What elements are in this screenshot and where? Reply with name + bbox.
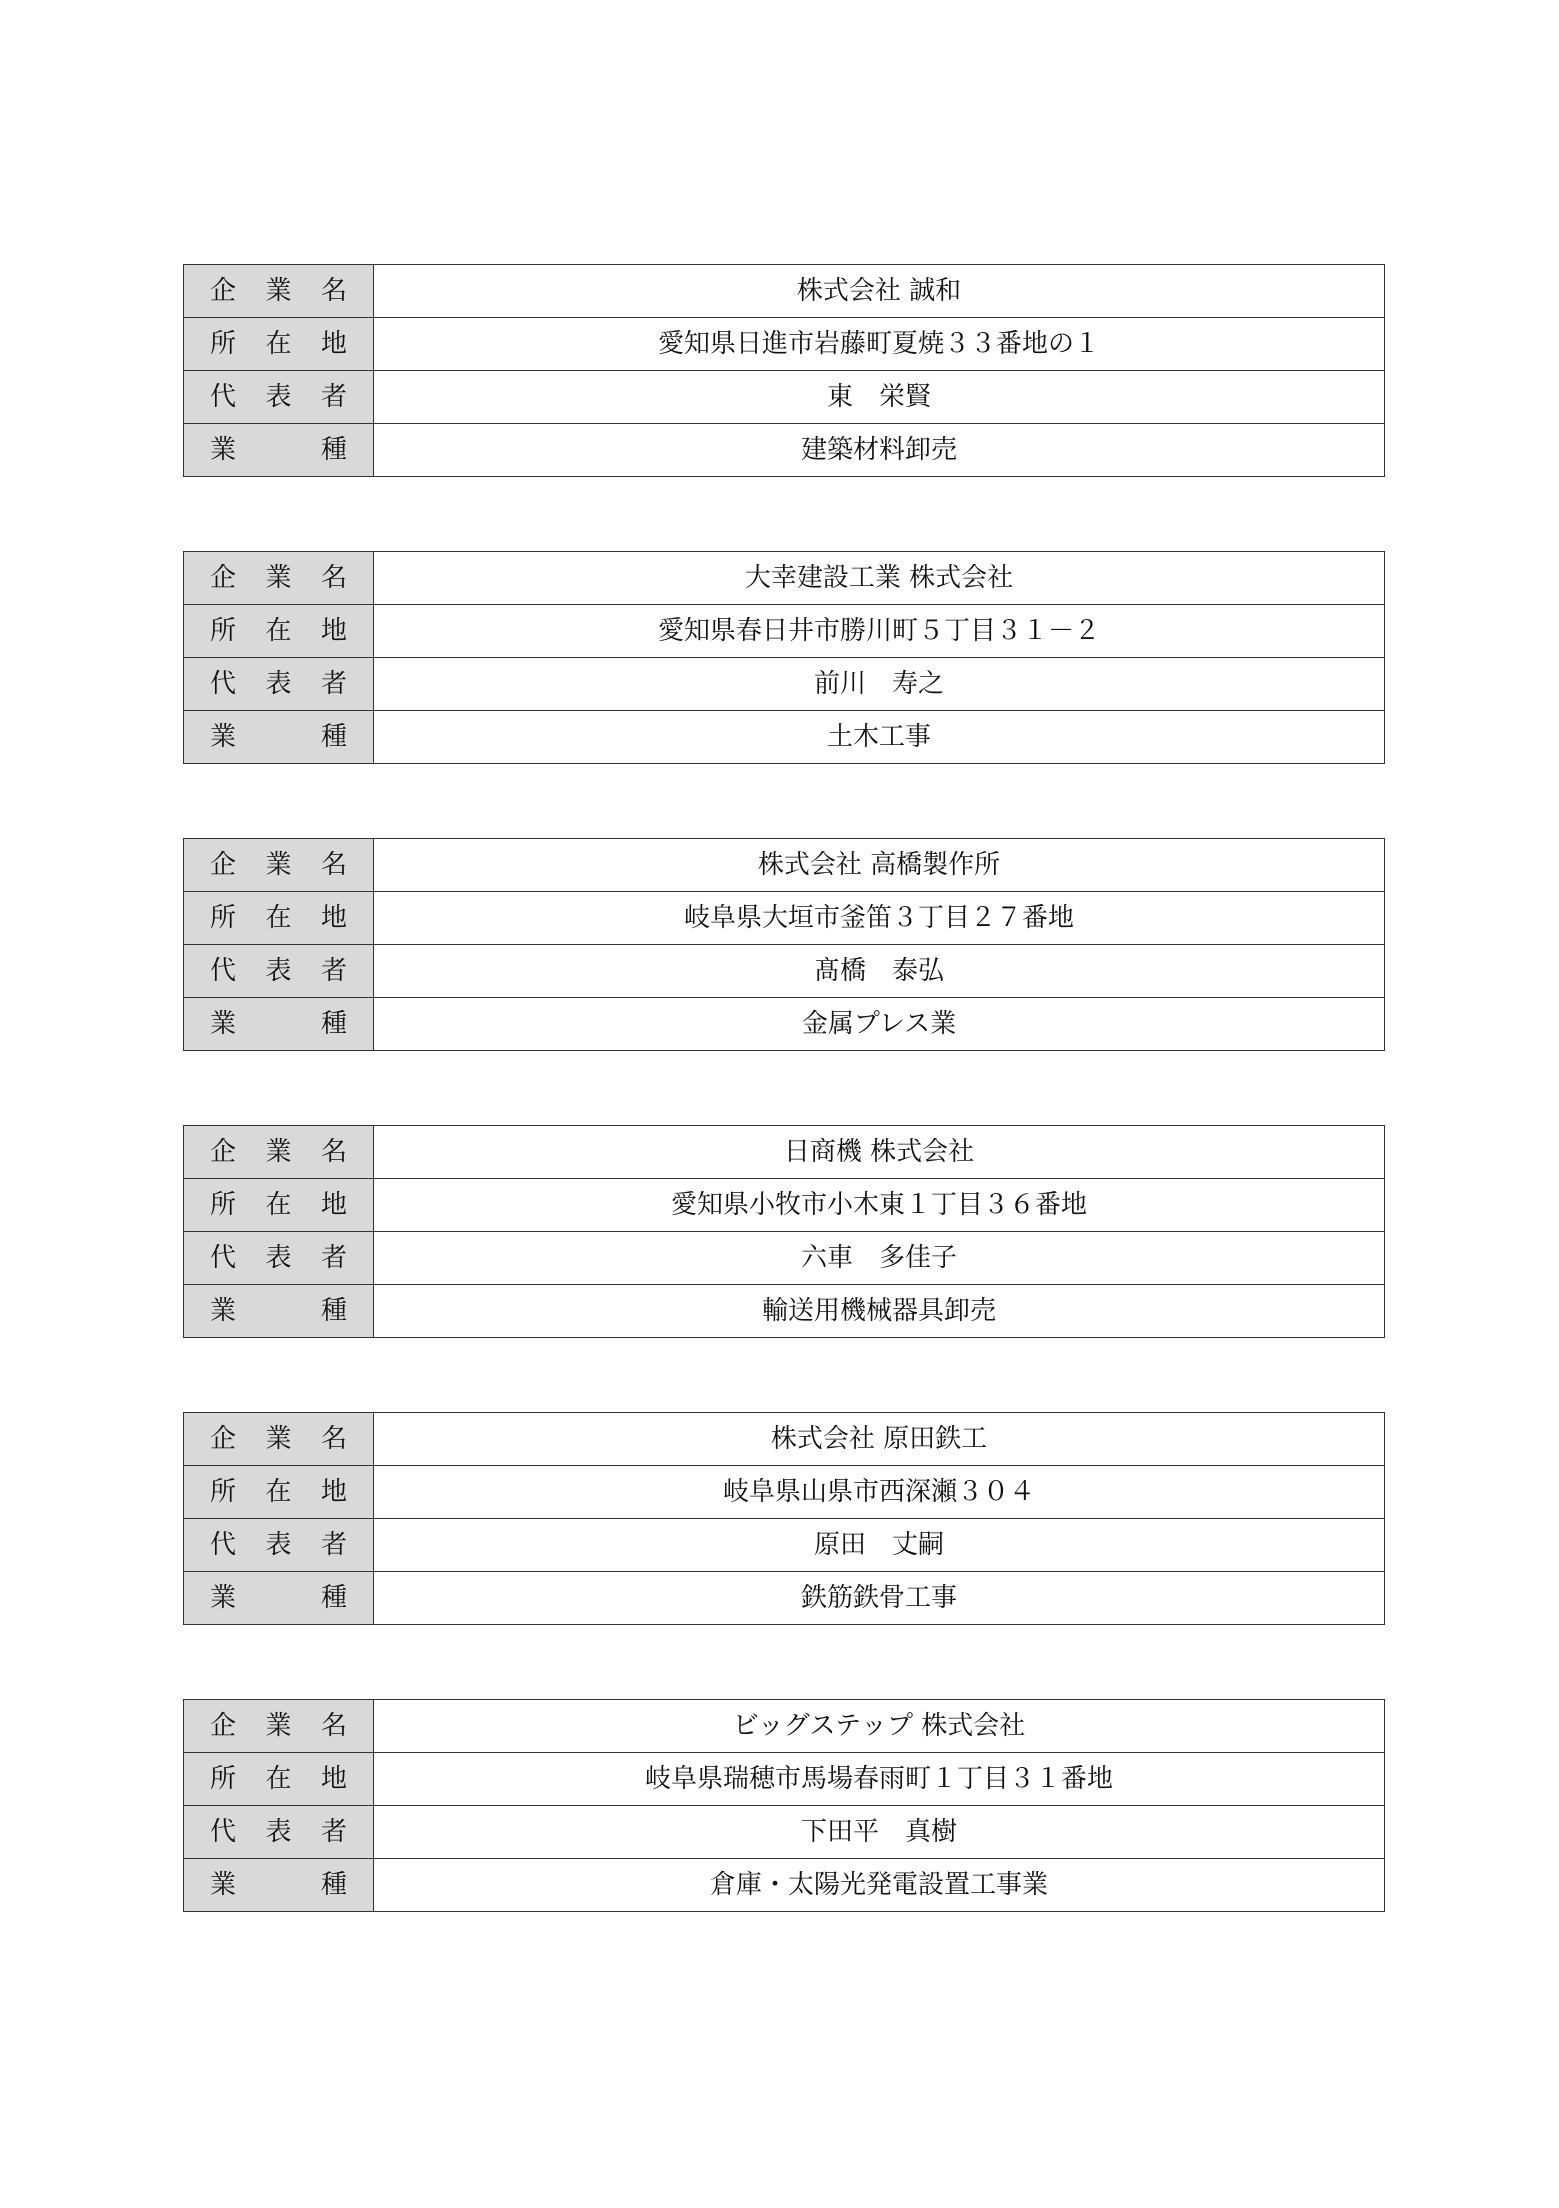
company-name-row xyxy=(184,839,1385,892)
industry-label: 業 種 xyxy=(184,1285,374,1338)
representative-value: 髙橋 泰弘 xyxy=(374,945,1385,998)
representative-value: 六車 多佳子 xyxy=(374,1232,1385,1285)
address-value: 岐阜県瑞穂市馬場春雨町１丁目３１番地 xyxy=(374,1753,1385,1806)
industry-label: 業 種 xyxy=(184,711,374,764)
industry-value: 土木工事 xyxy=(374,711,1385,764)
address-value: 岐阜県大垣市釜笛３丁目２７番地 xyxy=(374,892,1385,945)
address-row xyxy=(184,605,1385,658)
industry-row xyxy=(184,1572,1385,1625)
representative-label: 代 表 者 xyxy=(184,1519,374,1572)
address-row xyxy=(184,1179,1385,1232)
company-name-row xyxy=(184,1413,1385,1466)
address-row xyxy=(184,892,1385,945)
industry-row xyxy=(184,998,1385,1051)
industry-label: 業 種 xyxy=(184,424,374,477)
industry-row xyxy=(184,424,1385,477)
representative-row xyxy=(184,658,1385,711)
address-value: 愛知県春日井市勝川町５丁目３１－２ xyxy=(374,605,1385,658)
company-name-label: 企 業 名 xyxy=(184,1413,374,1466)
address-row xyxy=(184,1753,1385,1806)
representative-label: 代 表 者 xyxy=(184,945,374,998)
industry-value: 輸送用機械器具卸売 xyxy=(374,1285,1385,1338)
company-name-value: 株式会社 高橋製作所 xyxy=(374,839,1385,892)
representative-row xyxy=(184,1232,1385,1285)
representative-row xyxy=(184,371,1385,424)
industry-row xyxy=(184,711,1385,764)
company-table xyxy=(183,264,1385,477)
company-name-row xyxy=(184,552,1385,605)
company-table xyxy=(183,838,1385,1051)
industry-label: 業 種 xyxy=(184,998,374,1051)
company-name-value: 日商機 株式会社 xyxy=(374,1126,1385,1179)
representative-value: 東 栄賢 xyxy=(374,371,1385,424)
address-label: 所 在 地 xyxy=(184,1466,374,1519)
company-name-value: ビッグステップ 株式会社 xyxy=(374,1700,1385,1753)
company-name-value: 株式会社 誠和 xyxy=(374,265,1385,318)
representative-label: 代 表 者 xyxy=(184,1232,374,1285)
industry-label: 業 種 xyxy=(184,1572,374,1625)
address-value: 愛知県日進市岩藤町夏焼３３番地の１ xyxy=(374,318,1385,371)
industry-value: 倉庫・太陽光発電設置工事業 xyxy=(374,1859,1385,1912)
representative-row xyxy=(184,1519,1385,1572)
industry-value: 建築材料卸売 xyxy=(374,424,1385,477)
industry-row xyxy=(184,1859,1385,1912)
company-name-row xyxy=(184,1126,1385,1179)
address-label: 所 在 地 xyxy=(184,1179,374,1232)
company-name-label: 企 業 名 xyxy=(184,839,374,892)
representative-value: 前川 寿之 xyxy=(374,658,1385,711)
company-name-value: 株式会社 原田鉄工 xyxy=(374,1413,1385,1466)
industry-row xyxy=(184,1285,1385,1338)
company-name-label: 企 業 名 xyxy=(184,552,374,605)
company-table xyxy=(183,551,1385,764)
company-name-row xyxy=(184,1700,1385,1753)
address-label: 所 在 地 xyxy=(184,318,374,371)
representative-row xyxy=(184,1806,1385,1859)
company-table xyxy=(183,1412,1385,1625)
address-value: 愛知県小牧市小木東１丁目３６番地 xyxy=(374,1179,1385,1232)
address-label: 所 在 地 xyxy=(184,605,374,658)
address-value: 岐阜県山県市西深瀬３０４ xyxy=(374,1466,1385,1519)
representative-label: 代 表 者 xyxy=(184,658,374,711)
representative-row xyxy=(184,945,1385,998)
representative-label: 代 表 者 xyxy=(184,371,374,424)
representative-label: 代 表 者 xyxy=(184,1806,374,1859)
industry-value: 金属プレス業 xyxy=(374,998,1385,1051)
company-name-value: 大幸建設工業 株式会社 xyxy=(374,552,1385,605)
address-row xyxy=(184,1466,1385,1519)
address-label: 所 在 地 xyxy=(184,1753,374,1806)
representative-value: 下田平 真樹 xyxy=(374,1806,1385,1859)
address-row xyxy=(184,318,1385,371)
industry-value: 鉄筋鉄骨工事 xyxy=(374,1572,1385,1625)
company-table xyxy=(183,1699,1385,1912)
address-label: 所 在 地 xyxy=(184,892,374,945)
industry-label: 業 種 xyxy=(184,1859,374,1912)
representative-value: 原田 丈嗣 xyxy=(374,1519,1385,1572)
company-name-row xyxy=(184,265,1385,318)
company-name-label: 企 業 名 xyxy=(184,1700,374,1753)
company-name-label: 企 業 名 xyxy=(184,265,374,318)
company-table xyxy=(183,1125,1385,1338)
company-name-label: 企 業 名 xyxy=(184,1126,374,1179)
